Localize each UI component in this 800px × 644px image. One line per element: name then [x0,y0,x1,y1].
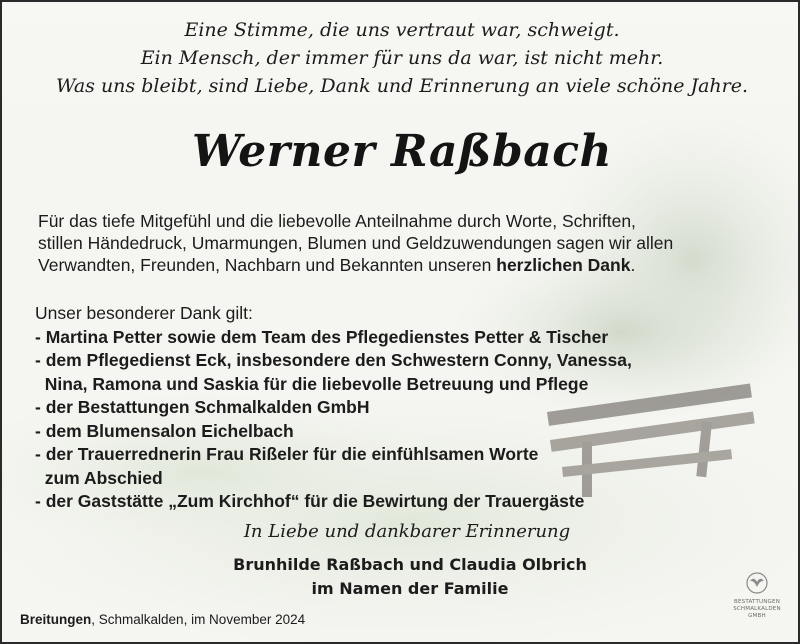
signature-block [2,553,800,601]
special-thanks-item: zum Abschied [35,467,163,488]
verse-line-2: Ein Mensch, der immer für uns da war, ist nicht mehr. [140,47,664,69]
place-name: Breitungen [20,612,92,627]
logo-text-line-3: GMBH [748,613,766,619]
special-thanks-item: - dem Pflegedienst Eck, insbesondere den Schwestern Conny, Vanessa, [35,350,632,370]
special-thanks-item: Nina, Ramona und Saskia für die liebevolle Betreuung und Pflege [35,373,589,394]
thanks-line-1: Für das tiefe Mitgefühl und die liebevolle Anteilnahme durch Worte, Schriften, [38,211,636,231]
deceased-name: Werner Raßbach [191,126,613,177]
place-date-rest: , Schmalkalden, im November 2024 [91,612,306,627]
thanks-line-3-text: Verwandten, Freunden, Nachbarn und Bekannten unseren [38,255,497,275]
signature-script-line: In Liebe und dankbarer Erinnerung [243,521,571,542]
signature-names: Brunhilde Raßbach und Claudia Olbrich [233,555,587,574]
special-thanks-item: - der Gaststätte „Zum Kirchhof“ für die Bewirtung der Trauergäste [35,491,585,511]
memorial-verse [2,16,800,100]
verse-line-1: Eine Stimme, die uns vertraut war, schweigt. [184,19,620,41]
bird-logo-icon [744,572,770,594]
verse-line-3: Was uns bleibt, sind Liebe, Dank und Erinnerung an viele schöne Jahre. [55,75,749,97]
special-thanks-item: - der Bestattungen Schmalkalden GmbH [35,397,370,417]
logo-text-line-2: SCHMALKALDEN [733,606,781,612]
thanks-line-2: stillen Händedruck, Umarmungen, Blumen und Geldzuwendungen sagen wir allen [38,233,674,253]
logo-text-line-1: BESTATTUNGEN [733,599,781,605]
special-thanks-list [35,302,775,514]
thanks-line-3-end: . [630,255,636,275]
special-thanks-item: - der Trauerrednerin Frau Rißeler für die einfühlsamen Worte [35,444,539,464]
place-date-line [20,612,305,627]
funeral-home-logo [724,572,790,620]
special-thanks-intro: Unser besonderer Dank gilt: [35,303,253,323]
thanks-emphasis: herzlichen Dank [496,255,631,275]
special-thanks-item: - dem Blumensalon Eichelbach [35,420,294,441]
thanks-line-3 [38,254,778,276]
signature-family: im Namen der Familie [311,579,509,598]
special-thanks-item: - Martina Petter sowie dem Team des Pflegedienstes Petter & Tischer [35,326,609,347]
thanks-paragraph [38,210,778,276]
